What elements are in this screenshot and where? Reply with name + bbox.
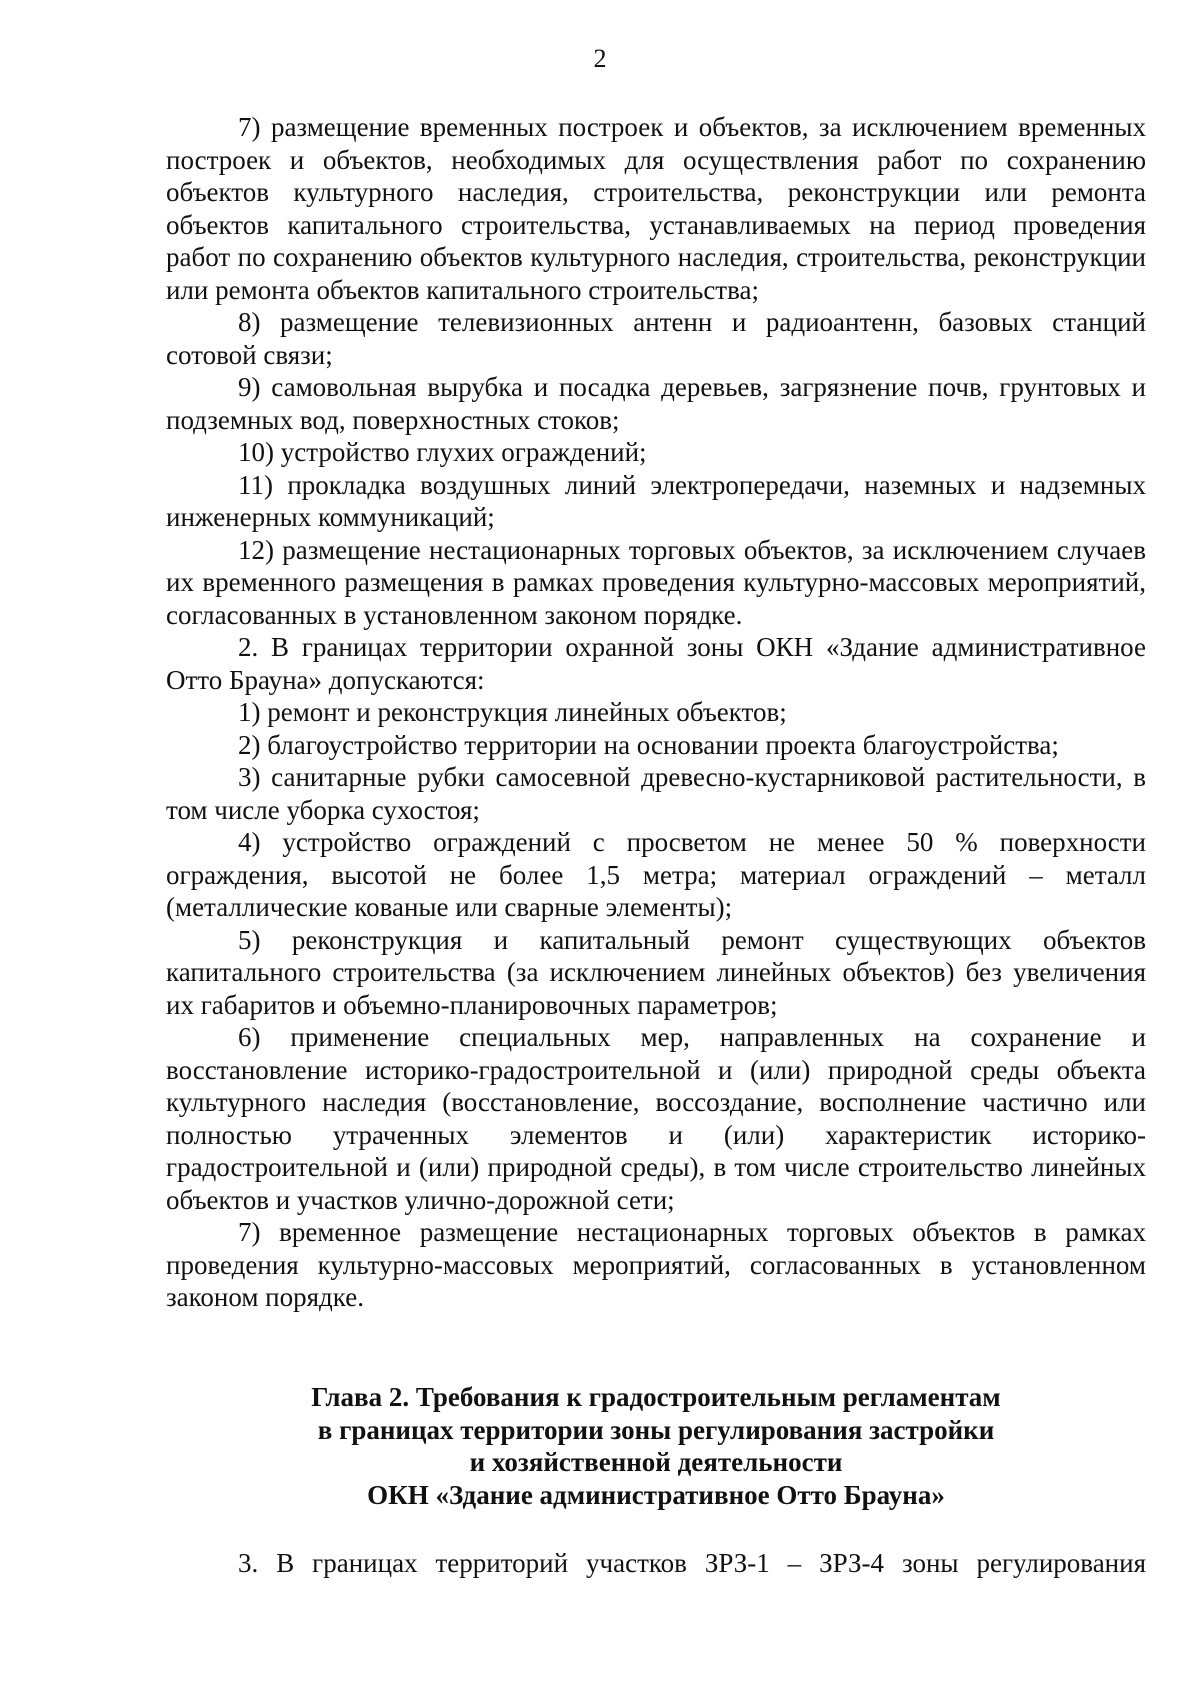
chapter-heading <box>166 1381 1146 1511</box>
paragraph-allowed-2: 2) благоустройство территории на основании проекта благоустройства; <box>238 729 1059 760</box>
paragraph-allowed-4: 4) устройство ограждений с просветом не менее 50 % поверхности ограждения, высотой не более 1,5 метра; материал ограждений – металл (металлические кованые или сварные элементы); <box>166 827 1146 922</box>
body-text <box>166 111 1146 1314</box>
chapter-heading-line-1: Глава 2. Требования к градостроительным регламентам <box>311 1382 1001 1412</box>
paragraph-allowed-1: 1) ремонт и реконструкция линейных объектов; <box>238 697 787 727</box>
chapter-heading-line-3: и хозяйственной деятельности <box>469 1447 843 1477</box>
paragraph-allowed-5: 5) реконструкция и капитальный ремонт существующих объектов капитального строительства (за исключением линейных объектов) без увеличения их габаритов и объемно-планировочных параметров; <box>166 924 1146 1020</box>
paragraph-clause-3: 3. В границах территорий участков ЗРЗ-1 – ЗРЗ-4 зоны регулирования <box>238 1548 1146 1578</box>
chapter-heading-line-4: ОКН «Здание административное Отто Брауна» <box>367 1479 945 1510</box>
paragraph-item-12: 12) размещение нестационарных торговых объектов, за исключением случаев их временного размещения в рамках проведения культурно-массовых мероприятий, согласованных в установленном законом порядке. <box>166 534 1146 630</box>
paragraph-item-8: 8) размещение телевизионных антенн и радиоантенн, базовых станций сотовой связи; <box>166 307 1146 370</box>
paragraph-item-11: 11) прокладка воздушных линий электропередачи, наземных и надземных инженерных коммуникаций; <box>166 469 1146 532</box>
paragraph-clause-2: 2. В границах территории охранной зоны ОКН «Здание административное Отто Брауна» допускаются: <box>166 632 1146 695</box>
page-number: 2 <box>593 44 607 73</box>
paragraph-allowed-7: 7) временное размещение нестационарных торговых объектов в рамках проведения культурно-массовых мероприятий, согласованных в установленном законом порядке. <box>166 1217 1146 1312</box>
paragraph-allowed-6: 6) применение специальных мер, направленных на сохранение и восстановление историко-градостроительной и (или) природной среды объекта культурного наследия (восстановление, воссоздание, восполнение частично или полностью утраченных элементов и (или) характеристик историко-градостроительной и (или) природной среды), в том числе строительство линейных объектов и участков улично-дорожной сети; <box>166 1022 1146 1215</box>
paragraph-item-9: 9) самовольная вырубка и посадка деревьев, загрязнение почв, грунтовых и подземных вод, поверхностных стоков; <box>166 372 1146 435</box>
paragraph-allowed-3: 3) санитарные рубки самосевной древесно-кустарниковой растительности, в том числе уборка сухостоя; <box>166 762 1146 825</box>
chapter-heading-line-2: в границах территории зоны регулирования застройки <box>317 1414 995 1445</box>
paragraph-item-7: 7) размещение временных построек и объектов, за исключением временных построек и объектов, необходимых для осуществления работ по сохранению объектов культурного наследия, строительства, реконструкции или ремонта объектов капитального строительства, устанавливаемых на период проведения работ по сохранению объектов культурного наследия, строительства, реконструкции или ремонта объектов капитального строительства; <box>166 112 1146 305</box>
paragraph-item-10: 10) устройство глухих ограждений; <box>238 437 647 467</box>
